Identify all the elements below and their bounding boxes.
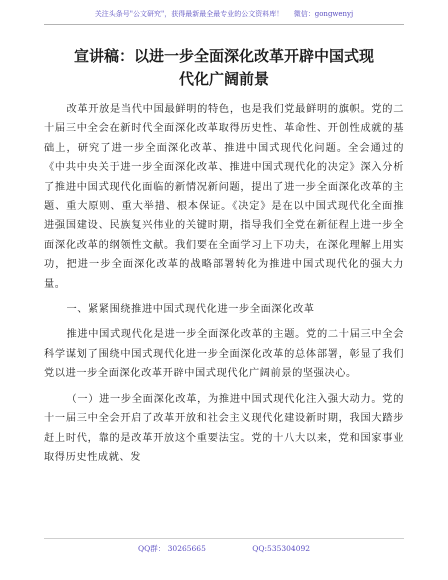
paragraph-intro: 改革开放是当代中国最鲜明的特色，也是我们党最鲜明的旗帜。党的二十届三中全会在新时代全面深化改革取得历史性、革命性、开创性成就的基础上，研究了进一步全面深化改革、推进中国式现代化问题。全会通过的《中共中央关于进一步全面深化改革、推进中国式现代化的决定》深入分析了推进中国式现代化面临的新情况新问题，提出了进一步全面深化改革的主题、重大原则、重大举措、根本保证。《决定》是在以中国式现代化全面推进强国建设、民族复兴伟业的关键时期，指导我们全党在新征程上进一步全面深化改革的纲领性文献。我们要在全面学习上下功夫，在深化理解上用实功，把进一步全面深化改革的战略部署转化为推进中国式现代化的强大力量。 bbox=[44, 104, 404, 290]
footer-qq-group: QQ群： 30265665 bbox=[137, 544, 206, 553]
header-divider bbox=[44, 24, 404, 25]
paragraph-subsection-1: （一）进一步全面深化改革，为推进中国式现代化注入强大动力。党的十一届三中全会开启了改革开放和社会主义现代化建设新时期，我国大踏步赶上时代，靠的是改革开放这个重要法宝。党的十八大以来，党和国家事业取得历史性成就、发 bbox=[44, 393, 404, 463]
title-line-2: 代化广阔前景 bbox=[178, 70, 269, 88]
document-title bbox=[44, 45, 404, 91]
document-body bbox=[44, 100, 404, 473]
footer-qq: QQ:535304092 bbox=[252, 544, 311, 553]
header-wechat: 微信：gongwenyj bbox=[293, 10, 354, 18]
paragraph-section-1: 推进中国式现代化是进一步全面深化改革的主题。党的二十届三中全会科学谋划了围绕中国式现代化进一步全面深化改革的总体部署，彰显了我们党以进一步全面深化改革开辟中国式现代化广阔前景的坚强决心。 bbox=[44, 329, 404, 380]
header-banner bbox=[0, 9, 448, 19]
title-line-1: 宣讲稿：以进一步全面深化改革开辟中国式现 bbox=[73, 47, 374, 65]
footer-divider bbox=[44, 538, 404, 539]
header-ad-text: 关注头条号"公文研究"，获得最新最全最专业的公文资料库！ bbox=[94, 10, 284, 18]
section-heading-1: 一、紧紧围绕推进中国式现代化进一步全面深化改革 bbox=[66, 304, 315, 316]
footer bbox=[0, 543, 448, 554]
